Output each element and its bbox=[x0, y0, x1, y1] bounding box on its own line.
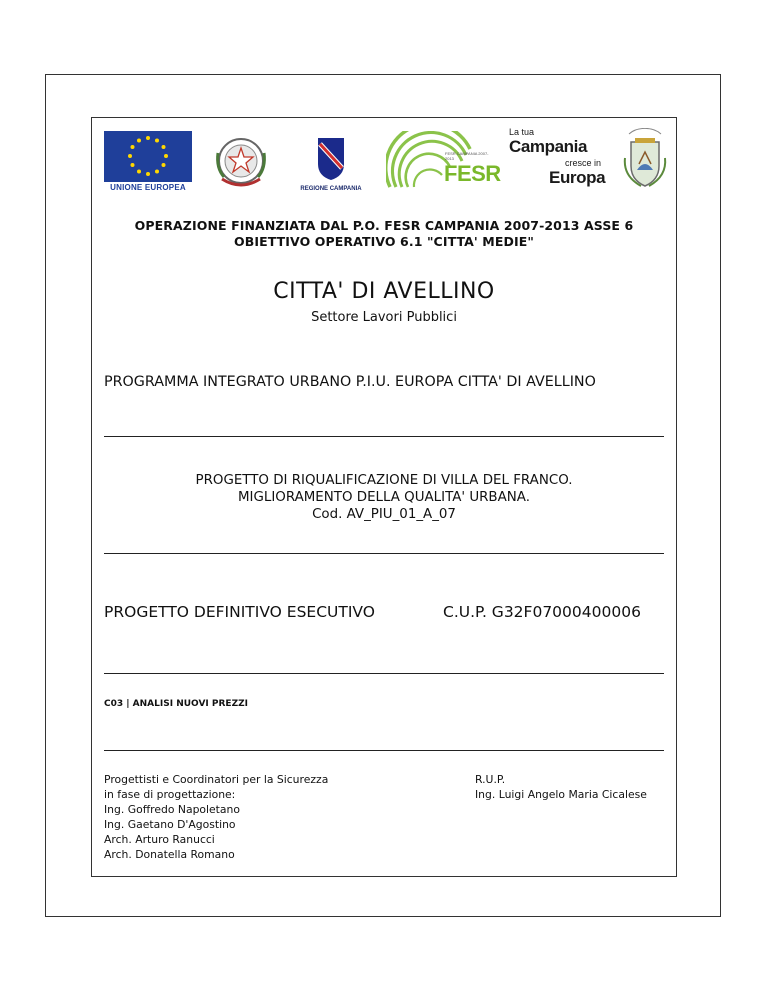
regione-caption: REGIONE CAMPANIA bbox=[300, 186, 362, 192]
program-title: PROGRAMMA INTEGRATO URBANO P.I.U. EUROPA CITTA' DI AVELLINO bbox=[104, 374, 596, 390]
designer-name: Ing. Goffredo Napoletano bbox=[104, 803, 240, 816]
fesr-arcs-icon bbox=[386, 131, 501, 191]
operation-objective-line: OBIETTIVO OPERATIVO 6.1 "CITTA' MEDIE" bbox=[234, 234, 534, 249]
italian-republic-emblem-icon bbox=[212, 133, 270, 193]
designer-name: Arch. Arturo Ranucci bbox=[104, 833, 215, 846]
operation-funding-line: OPERAZIONE FINANZIATA DAL P.O. FESR CAMPANIA 2007-2013 ASSE 6 bbox=[134, 218, 634, 233]
divider bbox=[104, 750, 664, 751]
fesr-word: FESR bbox=[444, 161, 501, 186]
divider bbox=[104, 673, 664, 674]
designers-subheading: in fase di progettazione: bbox=[104, 788, 236, 801]
eu-caption: UNIONE EUROPEA bbox=[104, 182, 192, 194]
city-title: CITTA' DI AVELLINO bbox=[273, 279, 495, 304]
designers-block bbox=[104, 772, 328, 862]
document-code: C03 | ANALISI NUOVI PREZZI bbox=[104, 699, 248, 709]
cup-code: C.U.P. G32F07000400006 bbox=[443, 603, 641, 621]
rup-heading: R.U.P. bbox=[475, 773, 506, 786]
project-title-line1: PROGETTO DI RIQUALIFICAZIONE DI VILLA DEL FRANCO. bbox=[195, 473, 573, 488]
designers-heading: Progettisti e Coordinatori per la Sicurezza bbox=[104, 773, 329, 786]
latua-line1: La tua bbox=[509, 127, 535, 137]
eu-flag-icon bbox=[104, 131, 192, 194]
regione-campania-icon bbox=[296, 134, 366, 192]
citta-di-avellino-crest-icon bbox=[621, 128, 669, 190]
designer-name: Ing. Gaetano D'Agostino bbox=[104, 818, 236, 831]
fesr-small-caption: FESR CAMPANIA 2007-2013 bbox=[445, 151, 489, 161]
rup-block bbox=[475, 772, 647, 802]
rup-name: Ing. Luigi Angelo Maria Cicalese bbox=[475, 788, 647, 801]
latua-line2: Campania bbox=[509, 137, 588, 156]
designer-name: Arch. Donatella Romano bbox=[104, 848, 235, 861]
latua-line4: Europa bbox=[549, 168, 606, 187]
divider bbox=[104, 436, 664, 437]
project-title-line2: MIGLIORAMENTO DELLA QUALITA' URBANA. bbox=[238, 490, 530, 505]
project-code: Cod. AV_PIU_01_A_07 bbox=[312, 507, 456, 522]
divider bbox=[104, 553, 664, 554]
latua-line3: cresce in bbox=[565, 158, 602, 168]
project-phase-label: PROGETTO DEFINITIVO ESECUTIVO bbox=[104, 603, 375, 621]
sector-title: Settore Lavori Pubblici bbox=[311, 310, 457, 325]
la-tua-campania-logo bbox=[507, 127, 607, 191]
